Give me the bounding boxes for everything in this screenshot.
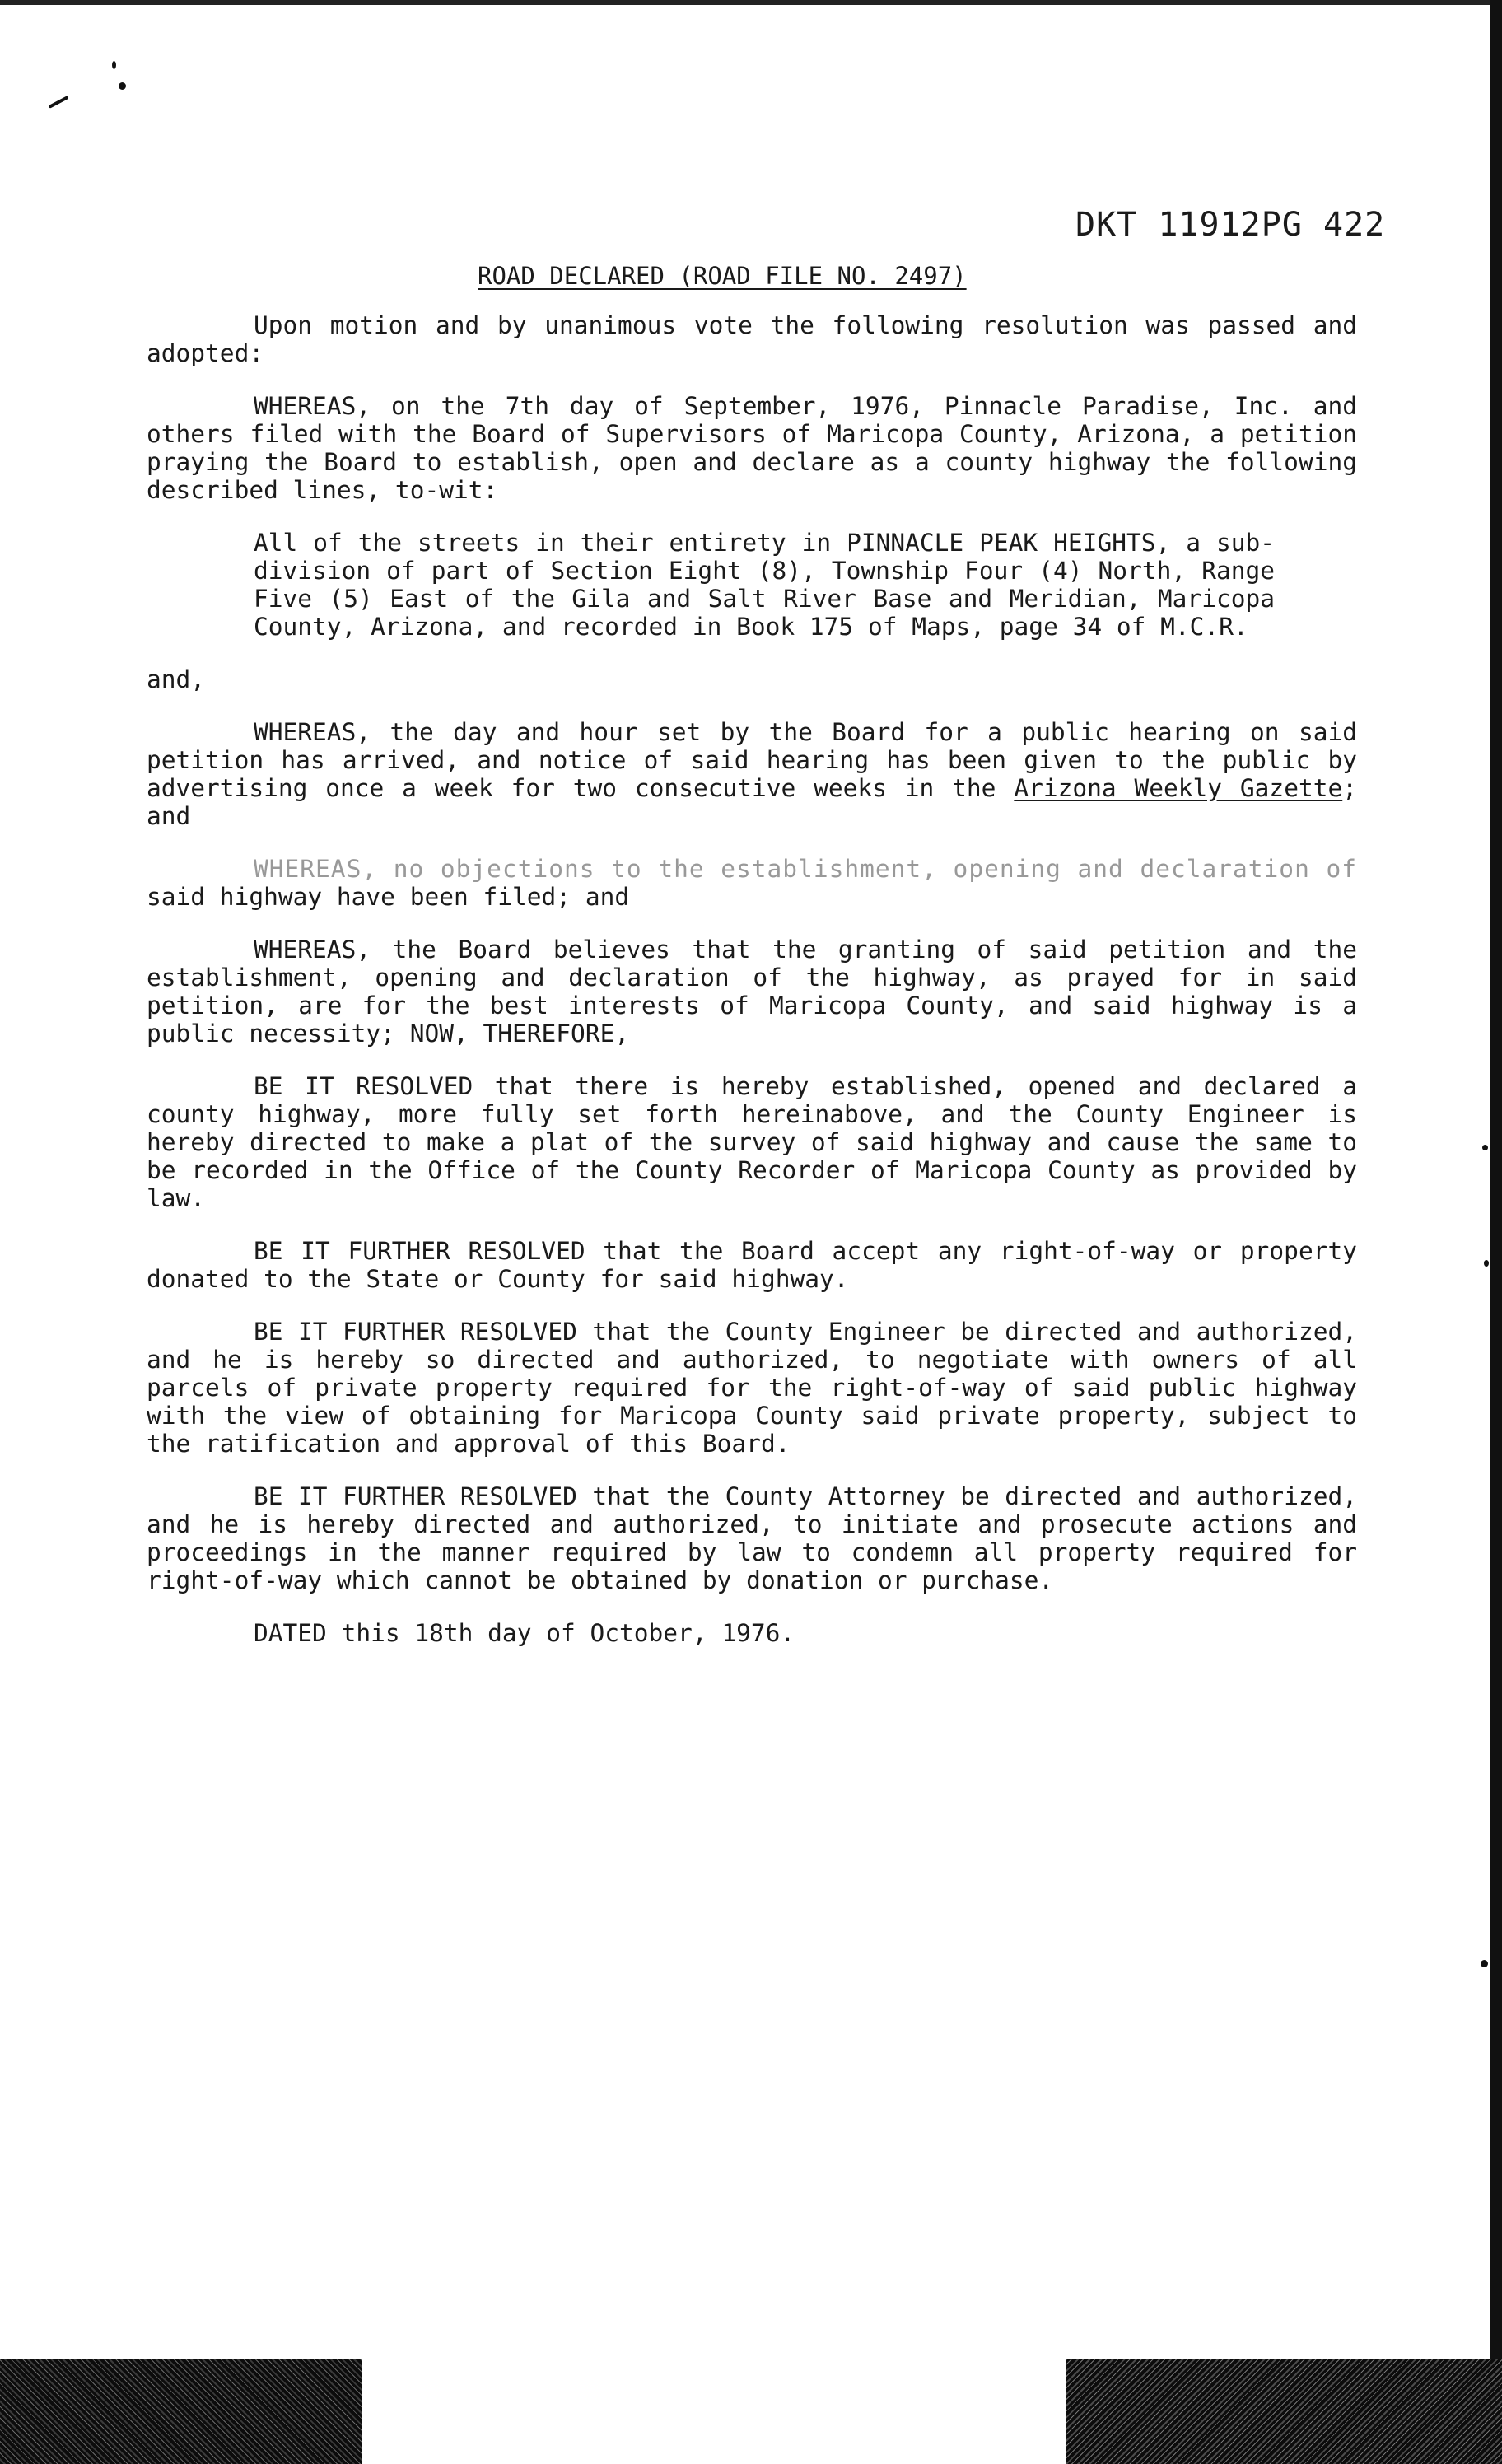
document-title: ROAD DECLARED (ROAD FILE NO. 2497) bbox=[478, 262, 967, 290]
scan-speck bbox=[1481, 1960, 1488, 1967]
scan-speck bbox=[119, 82, 126, 90]
whereas-hearing-text: WHEREAS, the day and hour set by the Board for a public hearing on said petition has arrived, and notice of said hearing has been given to the public by advertising once a week for two consecutive weeks in the bbox=[147, 718, 1357, 802]
scan-right-edge bbox=[1490, 0, 1502, 2464]
resolved-establish: BE IT RESOLVED that there is hereby established, opened and declared a county highway, more fully set forth hereinabove, and the County Engineer is hereby directed to make a plat of the survey of said highway and cause the same to be recorded in the Office of the County Recorder of Maricopa County as provided by law. bbox=[147, 1072, 1357, 1212]
faded-line: WHEREAS, no objections to the establishment, opening and declaration of bbox=[254, 855, 1357, 883]
intro-paragraph: Upon motion and by unanimous vote the following resolution was passed and adopted: bbox=[147, 311, 1357, 367]
scan-speck bbox=[112, 61, 116, 69]
scan-top-edge bbox=[0, 0, 1502, 5]
scan-speck bbox=[1484, 1260, 1489, 1267]
property-description: All of the streets in their entirety in PINNACLE PEAK HEIGHTS, a sub-division of part of Section Eight (8), Township Four (4) North, Range Five (5) East of the Gila and Salt River Base and Meridian, Maricopa County, Arizona, and recorded in Book 175 of Maps, page 34 of M.C.R. bbox=[254, 529, 1275, 641]
whereas-objections-text: said highway have been filed; and bbox=[147, 883, 630, 911]
whereas-petition: WHEREAS, on the 7th day of September, 1976, Pinnacle Paradise, Inc. and others filed with the Board of Supervisors of Maricopa County, Arizona, a petition praying the Board to establish, open and declare as a county highway the following described lines, to-wit: bbox=[147, 392, 1357, 504]
resolved-attorney: BE IT FURTHER RESOLVED that the County Attorney be directed and authorized, and he is hereby directed and authorized, to initiate and prosecute actions and proceedings in the manner required by law to condemn all property required for right-of-way which cannot be obtained by donation or purchase. bbox=[147, 1482, 1357, 1594]
docket-stamp: DKT 11912PG 422 bbox=[1075, 206, 1386, 244]
scan-speck bbox=[1482, 1145, 1488, 1150]
whereas-objections bbox=[147, 855, 1357, 911]
dated-line: DATED this 18th day of October, 1976. bbox=[254, 1619, 795, 1647]
scan-noise-right bbox=[1066, 2359, 1502, 2464]
and-label: and, bbox=[147, 665, 206, 693]
resolved-engineer: BE IT FURTHER RESOLVED that the County Engineer be directed and authorized, and he is hereby so directed and authorized, to negotiate with owners of all parcels of private property required for the right-of-way of said public highway with the view of obtaining for Maricopa County said private property, subject to the ratification and approval of this Board. bbox=[147, 1318, 1357, 1458]
whereas-hearing bbox=[147, 718, 1357, 830]
scan-mark bbox=[49, 96, 69, 109]
whereas-board: WHEREAS, the Board believes that the granting of said petition and the establishment, opening and declaration of the highway, as prayed for in said petition, are for the best interests of Maricopa County, and said highway is a public necessity; NOW, THEREFORE, bbox=[147, 936, 1357, 1048]
whereas-hearing-tail: ; and bbox=[147, 774, 1357, 830]
resolution-body bbox=[147, 311, 1357, 1672]
newspaper-name: Arizona Weekly Gazette bbox=[1014, 774, 1343, 802]
resolved-accept: BE IT FURTHER RESOLVED that the Board accept any right-of-way or property donated to the State or County for said highway. bbox=[147, 1237, 1357, 1293]
scan-noise-left bbox=[0, 2359, 362, 2464]
